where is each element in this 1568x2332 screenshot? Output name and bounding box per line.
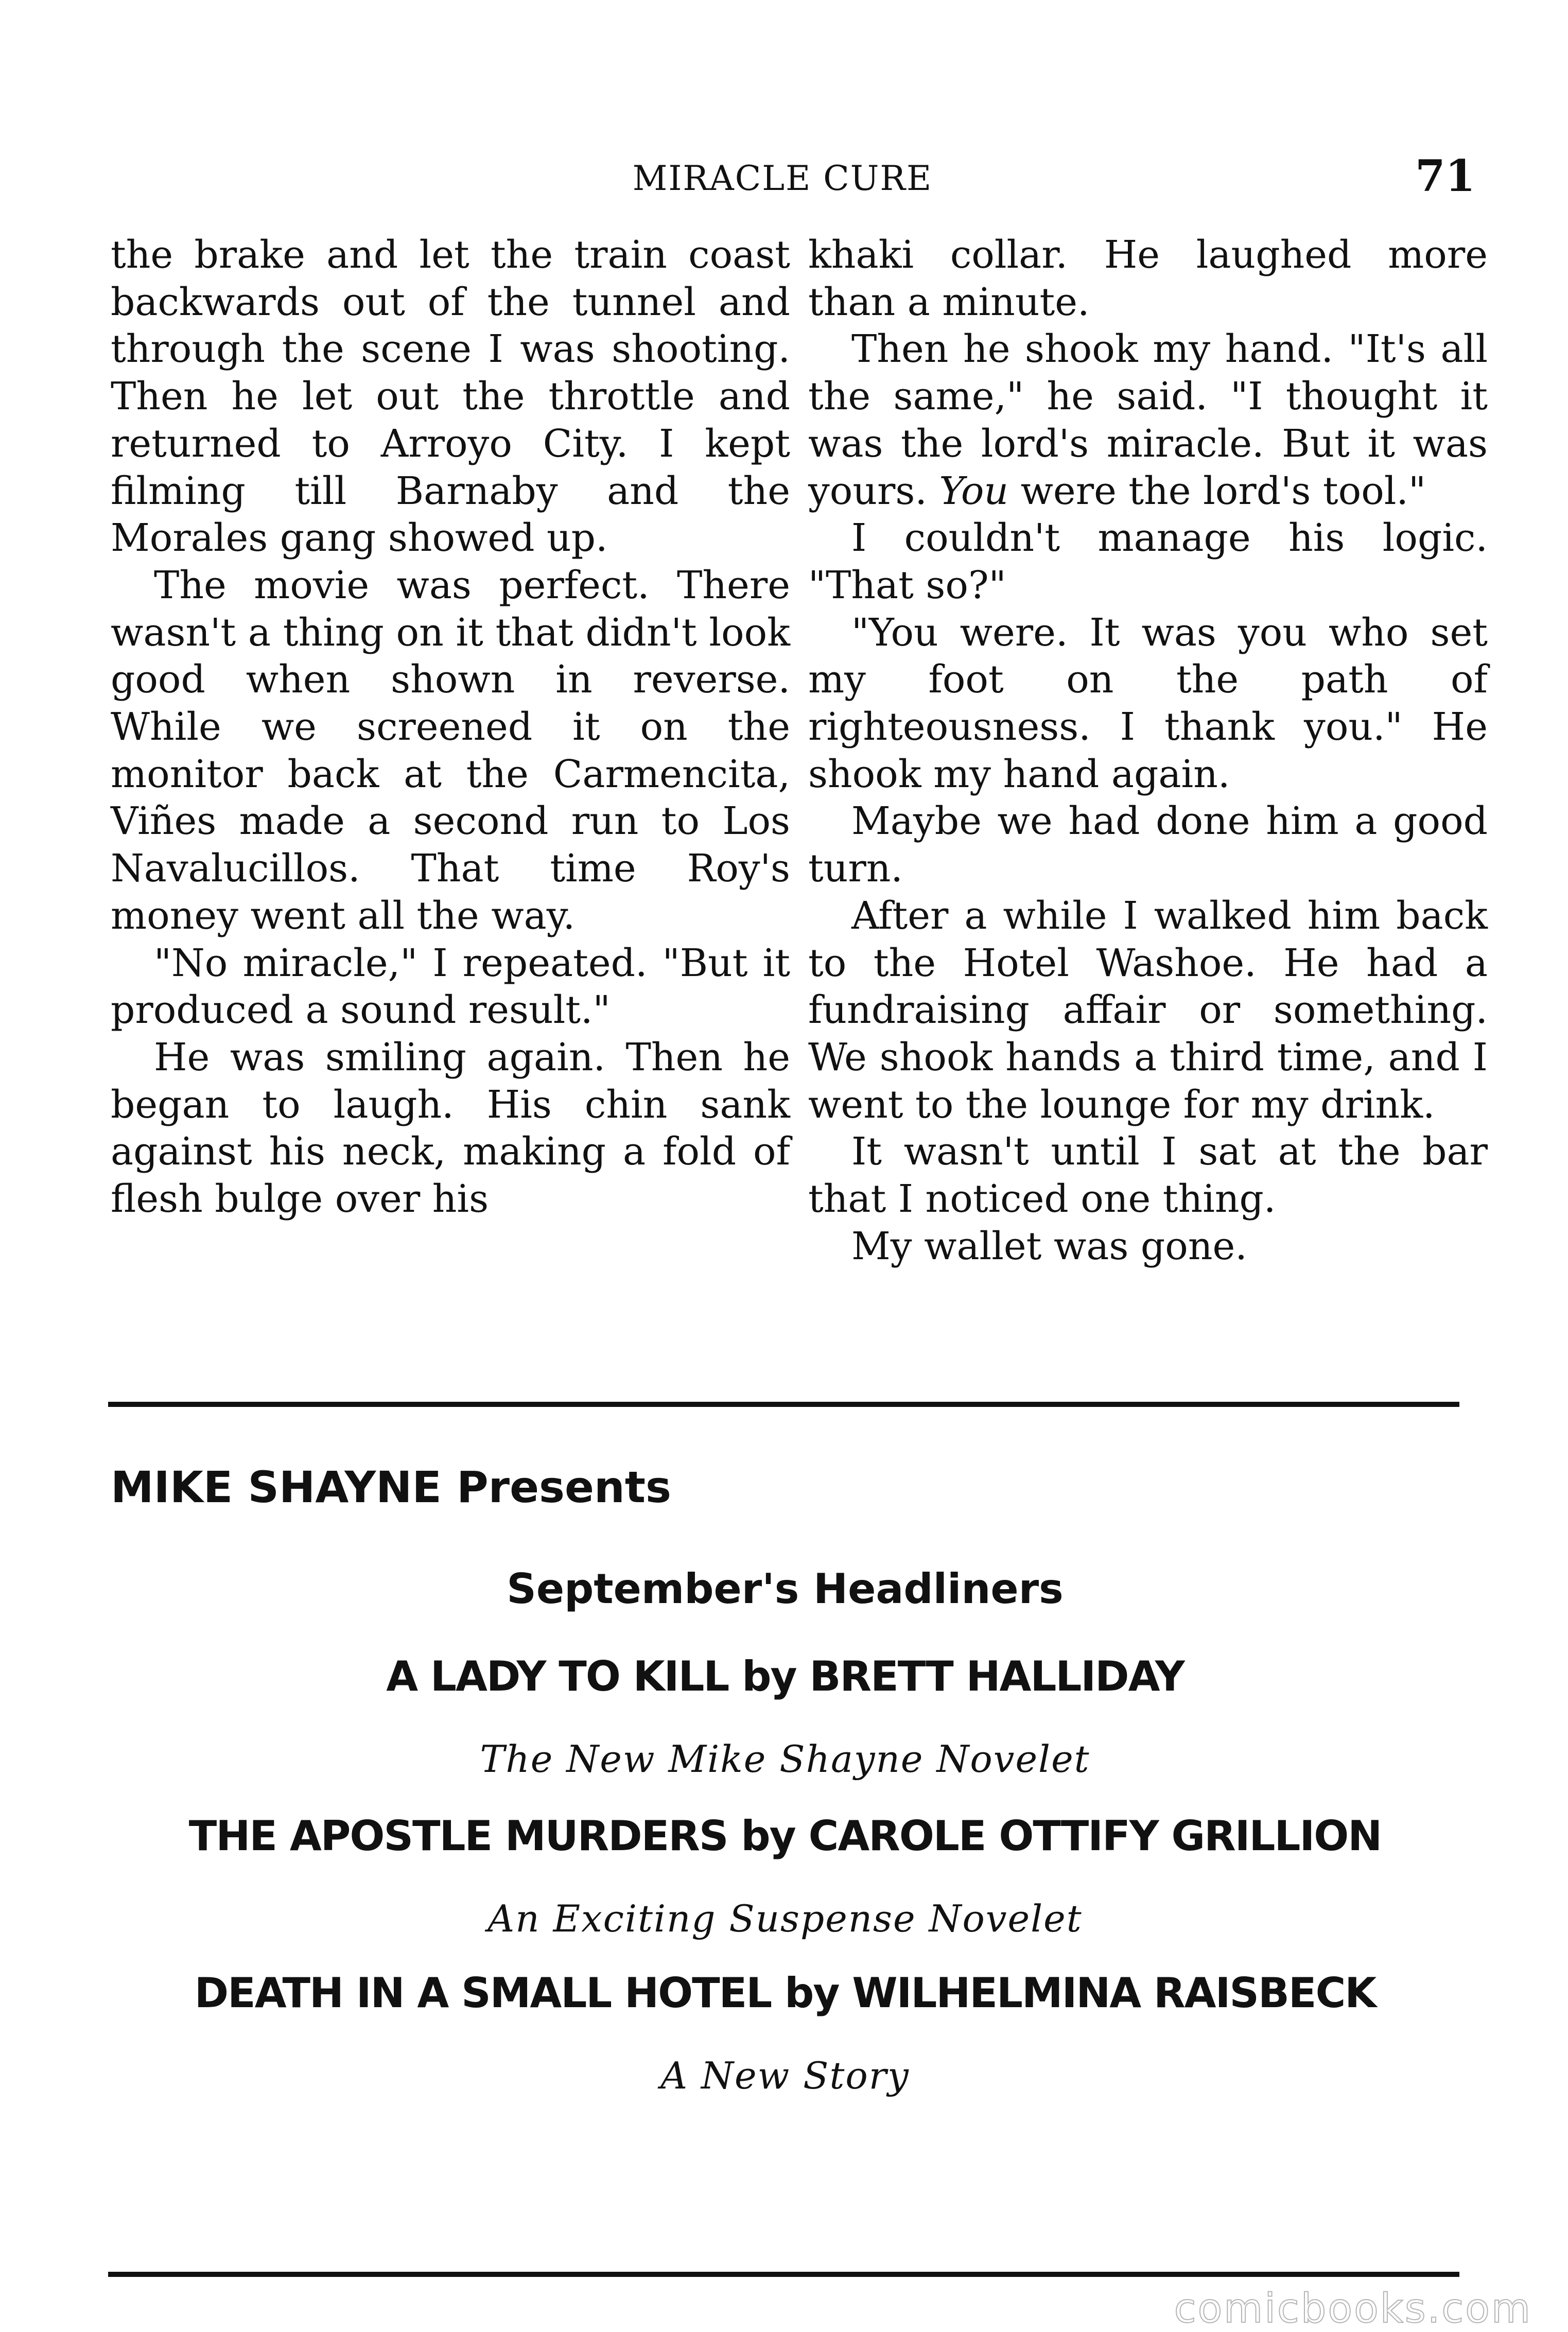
divider-rule — [108, 2272, 1459, 2277]
page-number: 71 — [1415, 150, 1475, 201]
paragraph: khaki collar. He laughed more than a minute. — [808, 233, 1488, 324]
running-title: MIRACLE CURE — [632, 159, 933, 198]
headliner-description: The New Mike Shayne Novelet — [480, 1737, 1090, 1781]
headliner-description: An Exciting Suspense Novelet — [487, 1897, 1083, 1940]
paragraph: My wallet was gone. — [851, 1224, 1247, 1268]
paragraph — [808, 326, 1488, 515]
watermark: comicbooks.com — [1174, 2286, 1532, 2332]
paragraph: After a while I walked him back to the Hotel Washoe. He had a fundraising affair or something. We shook hands a third time, and I went to the lounge for my drink. — [808, 893, 1488, 1127]
headliner-title: A LADY TO KILL by BRETT HALLIDAY — [386, 1652, 1184, 1700]
paragraph: It wasn't until I sat at the bar that I noticed one thing. — [808, 1129, 1488, 1222]
paragraph: "You were. It was you who set my foot on the path of righteousness. I thank you." He shook my hand again. — [808, 610, 1488, 796]
headliner-description: A New Story — [660, 2054, 910, 2097]
paragraph: The movie was perfect. There wasn't a thing on it that didn't look good when shown in reverse. While we screened it on the monitor back at the Carmencita, Viñes made a second run to Los Navalucillos. That time Roy's money went all the way. — [111, 563, 790, 938]
right-text-column — [808, 232, 1488, 1270]
paragraph: He was smiling again. Then he began to laugh. His chin sank against his neck, making a fold of flesh bulge over his — [111, 1035, 790, 1222]
paragraph-text: Then he shook my hand. "It's all the same," he said. "I thought it was the lord's miracle. But it was yours. — [808, 327, 1488, 513]
paragraph: "No miracle," I repeated. "But it produced a sound result." — [111, 941, 790, 1033]
emphasis-text: You — [939, 468, 1009, 513]
headliner-title: DEATH IN A SMALL HOTEL by WILHELMINA RAISBECK — [194, 1969, 1376, 2017]
left-text-column — [111, 232, 790, 1223]
advert-subheading: September's Headliners — [507, 1565, 1064, 1613]
paragraph: the brake and let the train coast backwards out of the tunnel and through the scene I was shooting. Then he let out the throttle and returned to Arroyo City. I kept filming till Barnaby and the Morales gang showed up. — [111, 233, 790, 561]
paragraph-text: were the lord's tool." — [1008, 468, 1426, 513]
headliner-title: THE APOSTLE MURDERS by CAROLE OTTIFY GRILLION — [188, 1812, 1382, 1860]
advert-heading: MIKE SHAYNE Presents — [111, 1462, 671, 1512]
paragraph: I couldn't manage his logic. "That so?" — [808, 516, 1488, 607]
paragraph: Maybe we had done him a good turn. — [808, 799, 1488, 891]
divider-rule — [108, 1402, 1459, 1407]
